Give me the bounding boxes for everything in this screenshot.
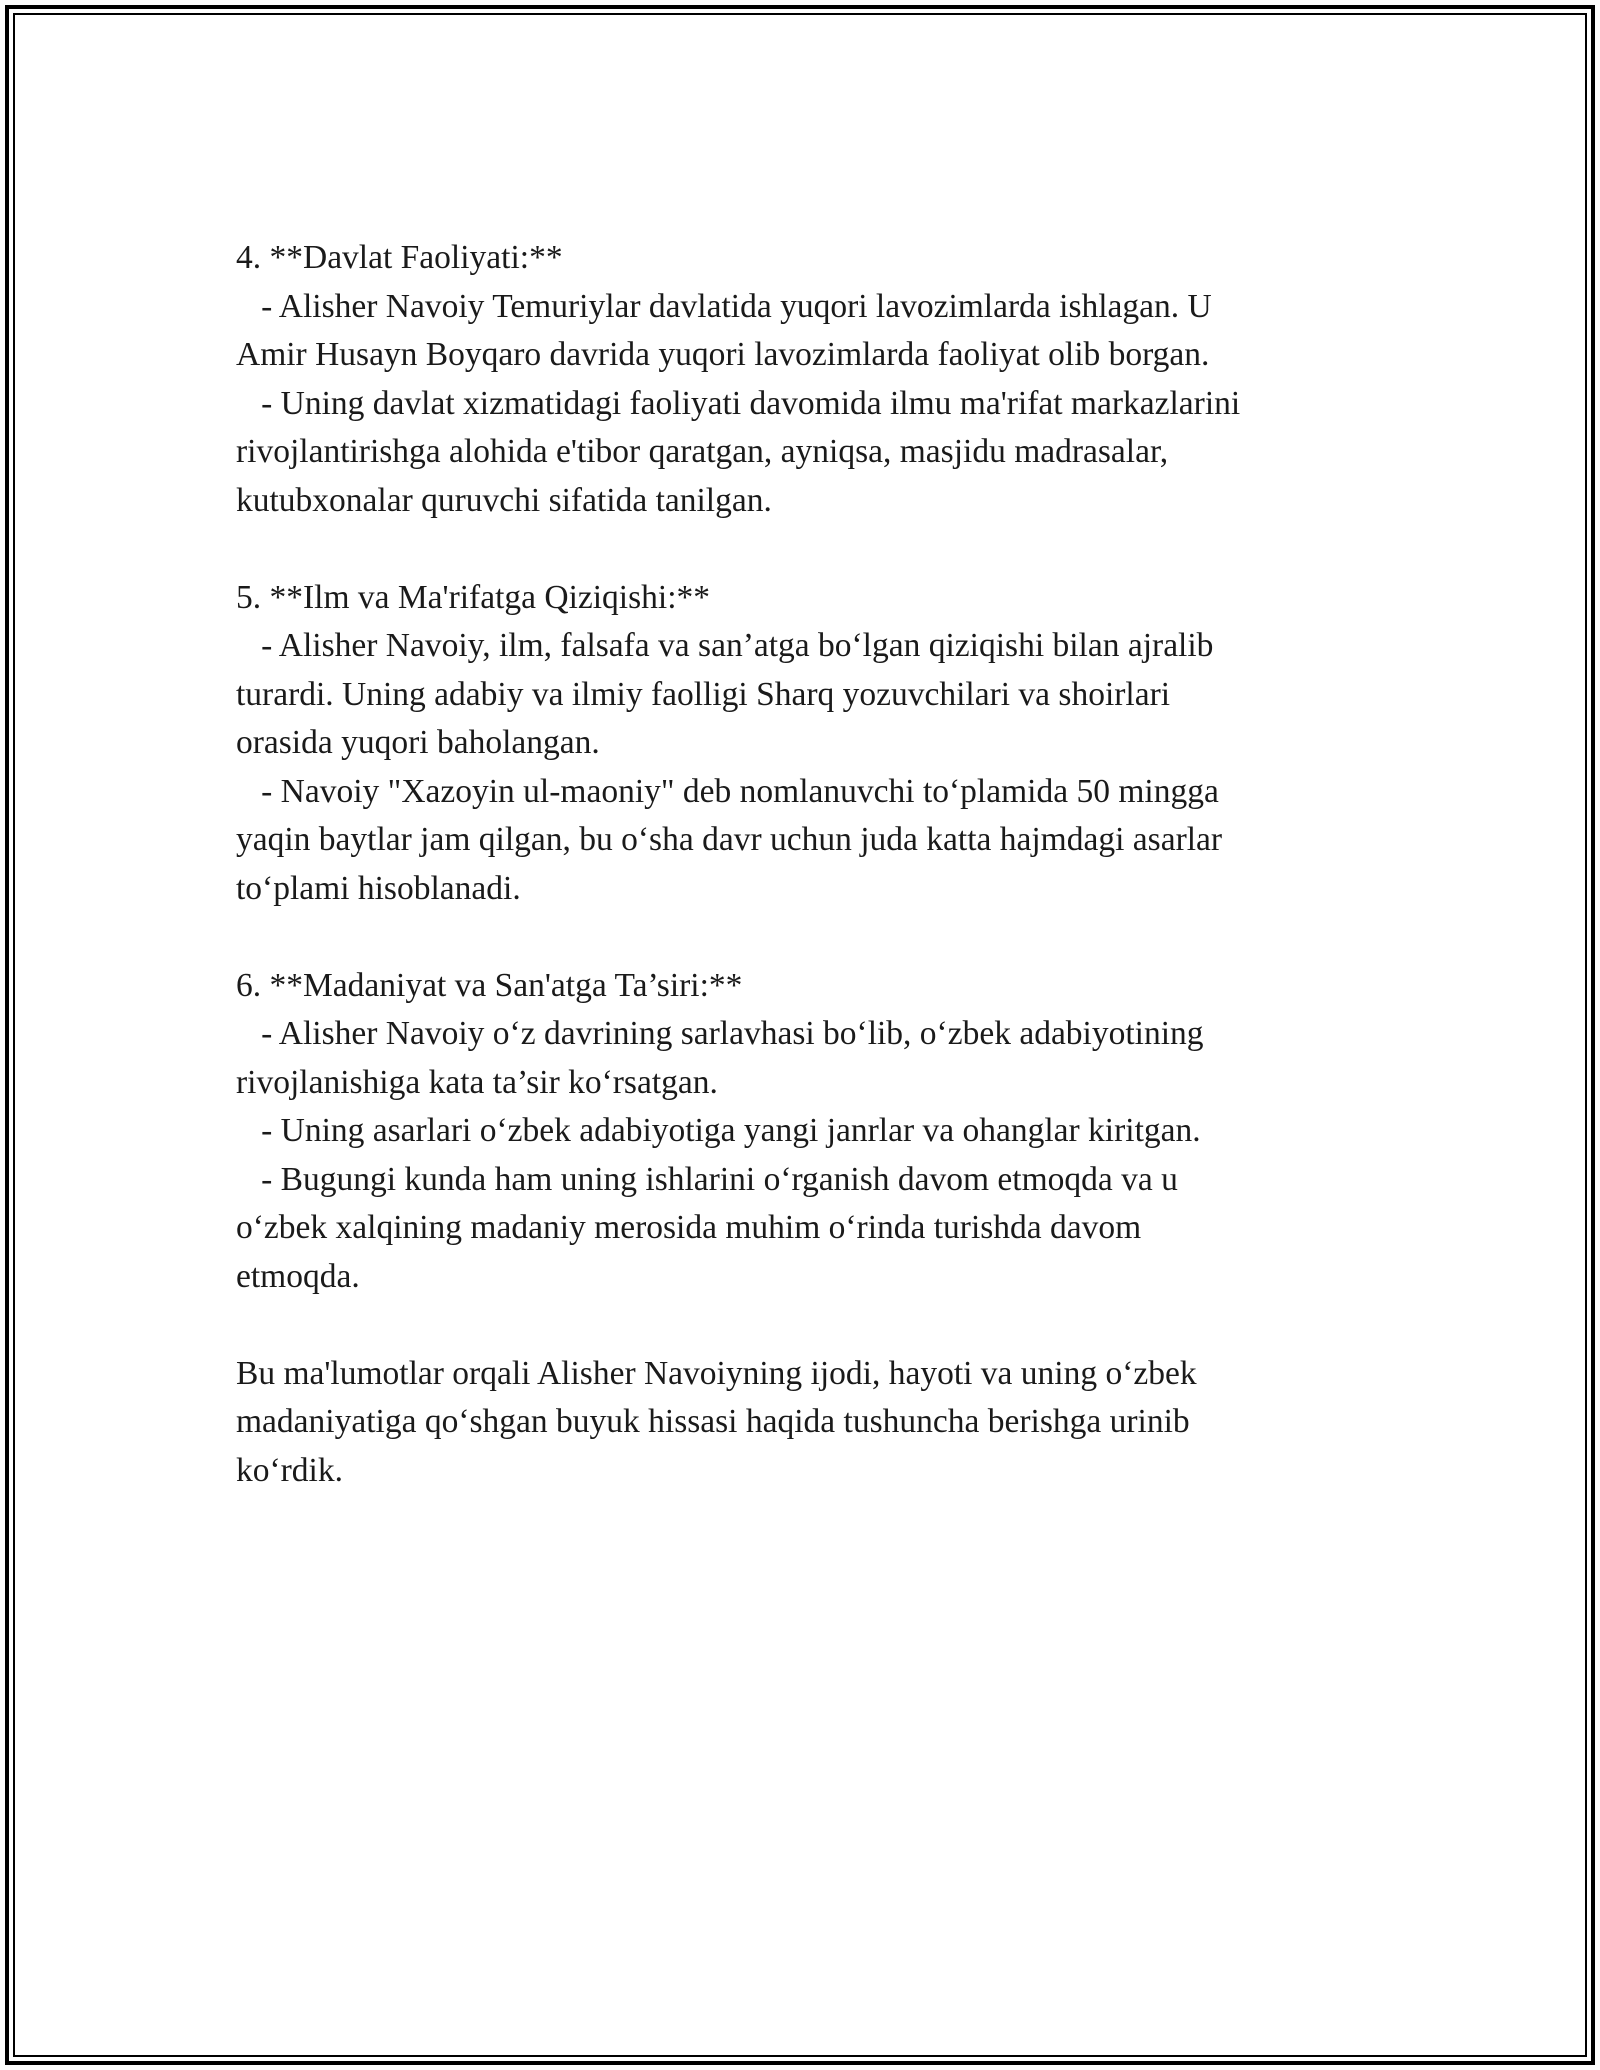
text-line: o‘zbek xalqining madaniy merosida muhim o‘rinda turishda davom (236, 1209, 1142, 1246)
text-line: - Uning davlat xizmatidagi faoliyati davomida ilmu ma'rifat markazlarini (236, 384, 1241, 422)
text-line: Amir Husayn Boyqaro davrida yuqori lavozimlarda faoliyat olib borgan. (236, 336, 1210, 373)
section-davlat-faoliyati (236, 234, 1416, 525)
text-line: to‘plami hisoblanadi. (236, 869, 521, 907)
text-line: Bu ma'lumotlar orqali Alisher Navoiyning ijodi, hayoti va uning o‘zbek (236, 1354, 1197, 1392)
section-heading: 6. **Madaniyat va San'atga Ta’siri:** (236, 966, 743, 1004)
text-line: - Uning asarlari o‘zbek adabiyotiga yangi janrlar va ohanglar kiritgan. (236, 1112, 1201, 1149)
text-line: rivojlantirishga alohida e'tibor qaratgan, ayniqsa, masjidu madrasalar, (236, 433, 1169, 470)
text-line: ko‘rdik. (236, 1451, 343, 1489)
text-line: - Alisher Navoiy, ilm, falsafa va san’atga bo‘lgan qiziqishi bilan ajralib (236, 627, 1214, 664)
section-conclusion (236, 1350, 1416, 1496)
text-line: yaqin baytlar jam qilgan, bu o‘sha davr uchun juda katta hajmdagi asarlar (236, 821, 1223, 858)
text-line: - Navoiy "Xazoyin ul-maoniy" deb nomlanuvchi to‘plamida 50 mingga (236, 772, 1219, 810)
text-line: orasida yuqori baholangan. (236, 724, 600, 761)
section-madaniyat-va-sanat (236, 962, 1416, 1302)
text-line: - Alisher Navoiy Temuriylar davlatida yuqori lavozimlarda ishlagan. U (236, 287, 1212, 325)
section-heading: 4. **Davlat Faoliyati:** (236, 239, 563, 276)
section-heading: 5. **Ilm va Ma'rifatga Qiziqishi:** (236, 578, 711, 616)
text-line: rivojlanishiga kata ta’sir ko‘rsatgan. (236, 1063, 718, 1101)
document-body (236, 234, 1416, 1495)
text-line: etmoqda. (236, 1257, 360, 1295)
text-line: - Bugungi kunda ham uning ishlarini o‘rganish davom etmoqda va u (236, 1160, 1178, 1198)
text-line: - Alisher Navoiy o‘z davrining sarlavhasi bo‘lib, o‘zbek adabiyotining (236, 1015, 1204, 1052)
paragraph-gap (236, 913, 1416, 962)
text-line: kutubxonalar quruvchi sifatida tanilgan. (236, 481, 772, 519)
section-ilm-va-marifat (236, 574, 1416, 914)
paragraph-gap (236, 525, 1416, 574)
paragraph-gap (236, 1301, 1416, 1350)
text-line: madaniyatiga qo‘shgan buyuk hissasi haqida tushuncha berishga urinib (236, 1403, 1190, 1440)
text-line: turardi. Uning adabiy va ilmiy faolligi Sharq yozuvchilari va shoirlari (236, 675, 1171, 713)
